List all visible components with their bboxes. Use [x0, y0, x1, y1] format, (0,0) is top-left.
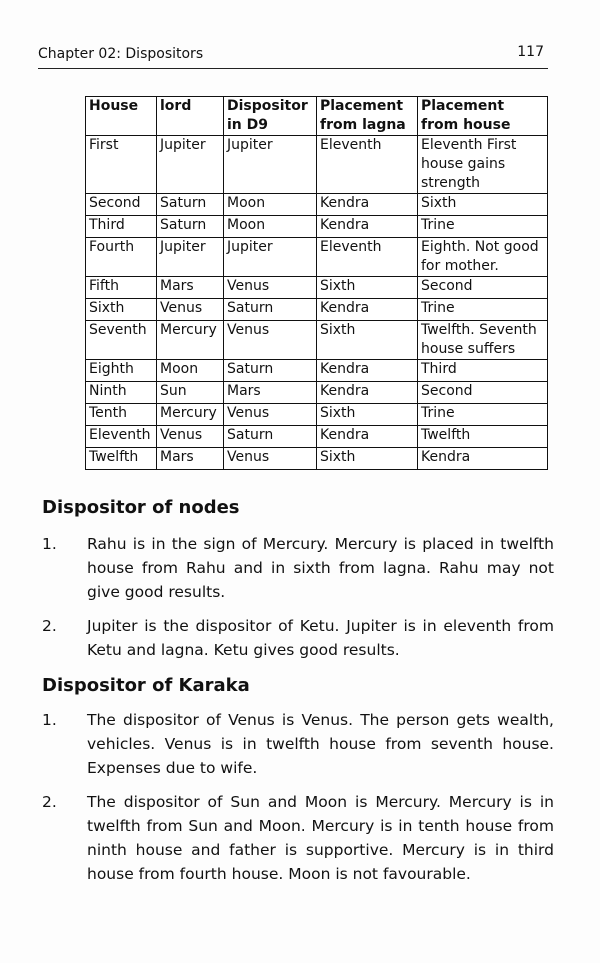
table-cell: Jupiter	[157, 238, 224, 277]
list-text: The dispositor of Venus is Venus. The person gets wealth, vehicles. Venus is in twelfth house from seventh house. Expenses due to wife.	[87, 711, 554, 777]
dispositor-table	[85, 96, 548, 470]
table-cell: Saturn	[224, 299, 317, 321]
list-number: 1.	[42, 711, 57, 729]
table-row	[86, 360, 548, 382]
table-cell: Venus	[224, 404, 317, 426]
table-row	[86, 404, 548, 426]
table-cell: First	[86, 136, 157, 194]
table-row	[86, 382, 548, 404]
table-row	[86, 277, 548, 299]
table-cell: Kendra	[317, 216, 418, 238]
table-cell: Eighth. Not good for mother.	[418, 238, 548, 277]
table-row	[86, 136, 548, 194]
list-text: Rahu is in the sign of Mercury. Mercury is placed in twelfth house from Rahu and in sixth from lagna. Rahu may not give good results.	[87, 535, 554, 601]
table-cell: Twelfth	[418, 426, 548, 448]
table-cell: Twelfth	[86, 448, 157, 470]
table-cell: Venus	[224, 448, 317, 470]
table-cell: Sixth	[86, 299, 157, 321]
table-cell: Eleventh	[86, 426, 157, 448]
table-cell: Venus	[224, 277, 317, 299]
page-header	[38, 44, 548, 69]
table-cell: Kendra	[317, 360, 418, 382]
column-header-placement-lagna: Placement from lagna	[317, 97, 418, 136]
table-cell: Sixth	[317, 404, 418, 426]
column-header-lord: lord	[157, 97, 224, 136]
column-header-dispositor-d9: Dispositor in D9	[224, 97, 317, 136]
table-cell: Third	[86, 216, 157, 238]
table-cell: Saturn	[157, 194, 224, 216]
table-cell: Eleventh	[317, 136, 418, 194]
table-cell: Second	[418, 382, 548, 404]
table-cell: Eleventh First house gains strength	[418, 136, 548, 194]
table-cell: Kendra	[418, 448, 548, 470]
column-header-placement-house: Placement from house	[418, 97, 548, 136]
page-number: 117	[517, 44, 544, 60]
table-cell: Twelfth. Seventh house suffers	[418, 321, 548, 360]
table-cell: Jupiter	[224, 238, 317, 277]
table-cell: Mercury	[157, 321, 224, 360]
section-heading-karaka: Dispositor of Karaka	[42, 675, 250, 696]
list-item	[42, 614, 554, 662]
table-row	[86, 194, 548, 216]
table-cell: Fourth	[86, 238, 157, 277]
table-cell: Second	[418, 277, 548, 299]
table-cell: Mars	[224, 382, 317, 404]
column-header-house: House	[86, 97, 157, 136]
table-cell: Venus	[157, 299, 224, 321]
karaka-list	[42, 708, 554, 896]
table-row	[86, 299, 548, 321]
table-cell: Ninth	[86, 382, 157, 404]
table-cell: Second	[86, 194, 157, 216]
table-cell: Moon	[157, 360, 224, 382]
list-text: Jupiter is the dispositor of Ketu. Jupiter is in eleventh from Ketu and lagna. Ketu gives good results.	[87, 617, 554, 659]
table-cell: Eleventh	[317, 238, 418, 277]
table-cell: Fifth	[86, 277, 157, 299]
table-cell: Kendra	[317, 194, 418, 216]
list-number: 2.	[42, 617, 57, 635]
list-item	[42, 790, 554, 886]
table-header-row	[86, 97, 548, 136]
table-cell: Jupiter	[157, 136, 224, 194]
table-row	[86, 448, 548, 470]
list-text: The dispositor of Sun and Moon is Mercury. Mercury is in twelfth from Sun and Moon. Mercury is in tenth house from ninth house and father is supportive. Mercury is in third house from fourth house. Moon is not favourable.	[87, 793, 554, 883]
table-cell: Venus	[157, 426, 224, 448]
table-cell: Moon	[224, 216, 317, 238]
table-cell: Sixth	[317, 321, 418, 360]
table-cell: Moon	[224, 194, 317, 216]
table-cell: Jupiter	[224, 136, 317, 194]
list-number: 1.	[42, 535, 57, 553]
table-cell: Kendra	[317, 426, 418, 448]
list-item	[42, 532, 554, 604]
table-cell: Trine	[418, 299, 548, 321]
section-heading-nodes: Dispositor of nodes	[42, 497, 240, 518]
table-cell: Saturn	[224, 426, 317, 448]
table-row	[86, 238, 548, 277]
table-cell: Sun	[157, 382, 224, 404]
table-cell: Saturn	[224, 360, 317, 382]
table-cell: Eighth	[86, 360, 157, 382]
table-cell: Trine	[418, 216, 548, 238]
table-cell: Mars	[157, 277, 224, 299]
table-cell: Saturn	[157, 216, 224, 238]
table-row	[86, 426, 548, 448]
table-cell: Kendra	[317, 382, 418, 404]
table-cell: Mars	[157, 448, 224, 470]
table-cell: Sixth	[418, 194, 548, 216]
table-cell: Sixth	[317, 277, 418, 299]
table-cell: Sixth	[317, 448, 418, 470]
list-number: 2.	[42, 793, 57, 811]
table-cell: Seventh	[86, 321, 157, 360]
table-row	[86, 216, 548, 238]
table-row	[86, 321, 548, 360]
table-cell: Trine	[418, 404, 548, 426]
table-cell: Third	[418, 360, 548, 382]
nodes-list	[42, 532, 554, 672]
table-cell: Venus	[224, 321, 317, 360]
chapter-title: Chapter 02: Dispositors	[38, 46, 204, 62]
table-cell: Tenth	[86, 404, 157, 426]
table-cell: Kendra	[317, 299, 418, 321]
table-cell: Mercury	[157, 404, 224, 426]
list-item	[42, 708, 554, 780]
